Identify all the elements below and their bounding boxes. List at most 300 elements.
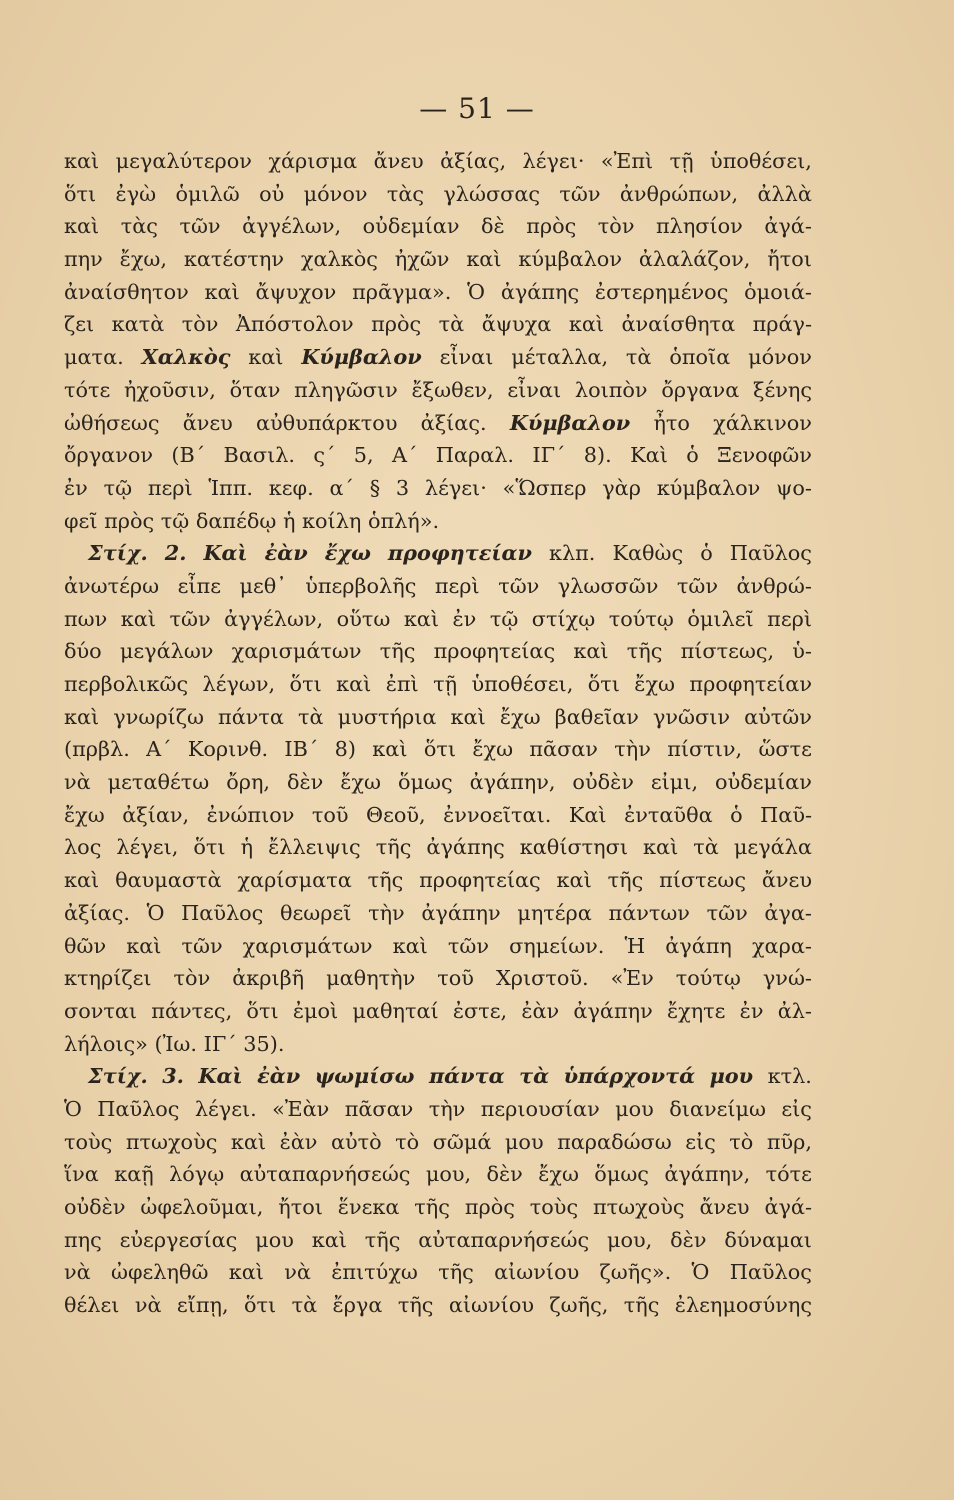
word: χαρισμάτων bbox=[242, 933, 373, 958]
word: καὶ bbox=[230, 1129, 267, 1154]
word: Παῦλος bbox=[729, 541, 812, 566]
word: οὐδεμίαν bbox=[362, 214, 460, 239]
word: παραδώσω bbox=[557, 1129, 672, 1154]
word: τοῦ bbox=[437, 966, 474, 991]
text-line bbox=[64, 962, 812, 995]
word: μου bbox=[504, 1129, 544, 1154]
text-line bbox=[64, 1060, 812, 1093]
word: εἶπε bbox=[177, 573, 221, 598]
word: ἐνταῦθα bbox=[624, 802, 713, 827]
word: τοὺς bbox=[529, 1195, 579, 1219]
text-line bbox=[64, 341, 812, 374]
word: πίστεως, bbox=[680, 639, 775, 664]
word: ματα. bbox=[64, 345, 124, 370]
word: τὸν bbox=[173, 966, 211, 991]
text-line bbox=[64, 374, 812, 407]
word: μόνον bbox=[303, 181, 368, 206]
word: ς΄ bbox=[313, 443, 336, 468]
word: ἄνευ bbox=[699, 1195, 750, 1219]
word: ἀλ- bbox=[777, 998, 812, 1023]
word: ἀνωτέρω bbox=[64, 573, 160, 598]
word: καὶ bbox=[204, 279, 240, 304]
word: τῷ bbox=[103, 475, 133, 500]
word: χάρισμα bbox=[268, 149, 358, 173]
text-line bbox=[64, 766, 812, 799]
word: θέλει bbox=[64, 1293, 120, 1318]
word: ψο- bbox=[776, 475, 812, 500]
text-line bbox=[64, 210, 812, 243]
word: οὐδὲν bbox=[64, 1195, 126, 1219]
word: Ἱππ. bbox=[208, 475, 254, 500]
word: Καὶ bbox=[630, 443, 668, 468]
word: εἴπῃ, bbox=[176, 1293, 229, 1318]
word: χαρίσματα bbox=[237, 868, 352, 893]
word: τὰς bbox=[120, 214, 158, 239]
word: νὰ bbox=[64, 1260, 91, 1285]
word: εὐεργεσίας bbox=[119, 1227, 238, 1252]
word: δύο bbox=[64, 639, 102, 664]
text-line bbox=[64, 1028, 812, 1061]
text-line bbox=[64, 995, 812, 1028]
word: τῶν bbox=[676, 573, 718, 598]
word: ἐν bbox=[739, 998, 764, 1023]
word: κεφ. bbox=[268, 475, 314, 500]
word: καῇ bbox=[114, 1162, 154, 1187]
word: κτηρίζει bbox=[64, 966, 152, 991]
word: δὲν bbox=[286, 770, 324, 795]
word: μεγάλων bbox=[119, 639, 214, 664]
word: πρὸς bbox=[464, 1195, 515, 1219]
word: καὶ bbox=[466, 247, 502, 272]
word: εἶναι bbox=[507, 377, 562, 402]
word: κύμβαλον bbox=[656, 475, 761, 500]
word: μεγαλύτερον bbox=[115, 149, 252, 173]
emphasized-word: ψωμίσω bbox=[314, 1063, 415, 1089]
word: ὁ bbox=[686, 443, 699, 468]
word: μου, bbox=[425, 1162, 472, 1187]
text-line bbox=[64, 276, 812, 309]
word: τῶν bbox=[447, 933, 490, 958]
word: Ξενοφῶν bbox=[717, 443, 812, 468]
body-text bbox=[64, 145, 812, 1322]
word: νὰ bbox=[284, 1260, 311, 1285]
word: γνωρίζω bbox=[113, 704, 204, 729]
word: α΄ bbox=[329, 475, 354, 500]
word: καὶ bbox=[64, 868, 100, 893]
word: οὕτω bbox=[336, 606, 391, 631]
word: ἀναίσθητα bbox=[621, 312, 736, 337]
word: § bbox=[369, 475, 381, 500]
word: ἀξίας. bbox=[64, 900, 130, 925]
emphasized-word: Στίχ. bbox=[88, 1063, 148, 1089]
word: ζωῆς, bbox=[549, 1293, 609, 1318]
word: γλώσσας bbox=[443, 181, 541, 206]
word: ἔχω bbox=[538, 1162, 579, 1187]
word: τῇ bbox=[669, 149, 694, 173]
word: αἰωνίου bbox=[494, 1260, 580, 1285]
word: μου bbox=[255, 1227, 294, 1252]
word: ἤτοι bbox=[767, 247, 812, 272]
word: «Ὥσπερ bbox=[502, 475, 587, 500]
word: ἐγὼ bbox=[115, 181, 157, 206]
word: ὅμως bbox=[397, 770, 453, 795]
word: τὸ bbox=[395, 1129, 420, 1154]
word: καὶ bbox=[126, 933, 162, 958]
word: καὶ bbox=[450, 704, 486, 729]
word: τούτῳ bbox=[608, 606, 674, 631]
word: ἀγάπη bbox=[665, 933, 732, 958]
word: ὁ bbox=[730, 802, 743, 827]
word: τῆς bbox=[364, 1227, 401, 1252]
page-number: — 51 — bbox=[419, 92, 535, 125]
word: ζωῆς». bbox=[599, 1260, 672, 1285]
word: τὰ bbox=[438, 312, 465, 337]
word: Καθὼς bbox=[612, 541, 684, 566]
word: λέγει· bbox=[424, 475, 487, 500]
word: τῶν bbox=[181, 933, 223, 958]
emphasized-word: Χαλκὸς bbox=[141, 344, 231, 370]
word: ἐν bbox=[452, 606, 477, 631]
word: τότε bbox=[765, 1162, 812, 1187]
emphasized-word: μου bbox=[709, 1063, 754, 1089]
word: καὶ bbox=[311, 1227, 347, 1252]
word: ἔχω bbox=[340, 770, 381, 795]
word: ξένης bbox=[752, 377, 812, 402]
word: ὁμιλῶ bbox=[175, 181, 240, 206]
word: τὴν bbox=[428, 1096, 466, 1121]
word: ἔξωθεν, bbox=[411, 377, 494, 402]
word: ἐλεημοσύνης bbox=[674, 1293, 812, 1318]
emphasized-word: ἐὰν bbox=[264, 540, 308, 566]
word: καὶ bbox=[64, 214, 100, 239]
word: χάλκινον bbox=[713, 410, 812, 435]
word: πων bbox=[64, 606, 108, 631]
word: τῆς bbox=[623, 1293, 660, 1318]
text-line bbox=[64, 407, 812, 440]
word: τῆς bbox=[375, 835, 412, 860]
word: τότε bbox=[64, 377, 111, 402]
word: ἐμοὶ bbox=[292, 998, 339, 1023]
word: περιουσίαν bbox=[480, 1096, 600, 1121]
word: 8) bbox=[334, 737, 356, 762]
text-line bbox=[64, 472, 812, 505]
text-line bbox=[64, 178, 812, 211]
text-line bbox=[64, 145, 812, 178]
word: ἔχητε bbox=[666, 998, 726, 1023]
word: εἰς bbox=[781, 1096, 812, 1121]
word: λόγῳ bbox=[169, 1162, 225, 1187]
word: καὶ bbox=[248, 345, 284, 370]
text-line bbox=[64, 308, 812, 341]
word: προφητείας bbox=[433, 639, 556, 664]
word: σονται bbox=[64, 998, 138, 1023]
word: ὄργανα bbox=[661, 377, 740, 402]
word: νὰ bbox=[64, 770, 91, 795]
word: ἀλλὰ bbox=[757, 181, 812, 206]
word: ἐὰν bbox=[279, 1129, 318, 1154]
text-line bbox=[64, 1126, 812, 1159]
word: τῆς bbox=[607, 868, 644, 893]
word: Καὶ bbox=[568, 802, 607, 827]
word: δὲ bbox=[481, 214, 505, 239]
word: τῆς bbox=[397, 1293, 434, 1318]
word: εἰμι, bbox=[650, 770, 699, 795]
emphasized-word: Καὶ bbox=[198, 1063, 243, 1089]
word: (πρβλ. bbox=[64, 737, 130, 762]
text-line bbox=[64, 864, 812, 897]
word: αὐτὸ bbox=[330, 1129, 382, 1154]
word: τὰ bbox=[625, 345, 652, 370]
word: καὶ bbox=[392, 933, 428, 958]
word: δύναμαι bbox=[724, 1227, 812, 1252]
word: μεθ᾽ bbox=[239, 573, 287, 598]
word: ἠχῶν bbox=[394, 247, 450, 272]
text-line bbox=[64, 243, 812, 276]
word: αὐταπαρνήσεώς bbox=[239, 1162, 411, 1187]
text-line bbox=[64, 701, 812, 734]
word: Ἀπόστολον bbox=[235, 312, 354, 337]
word: Κορινθ. bbox=[187, 737, 269, 762]
word: λέγων, bbox=[202, 672, 276, 696]
word: ἄνευ bbox=[182, 410, 233, 435]
emphasized-word: τὰ bbox=[519, 1063, 550, 1089]
emphasized-word: ὑπάρχοντά bbox=[563, 1063, 696, 1089]
emphasized-word: πάντα bbox=[428, 1063, 505, 1089]
word: ὑπερβολῆς bbox=[305, 573, 417, 598]
text-line bbox=[64, 831, 812, 864]
word: ὅμως bbox=[594, 1162, 649, 1187]
word: θαυμαστὰ bbox=[115, 868, 222, 893]
text-line bbox=[64, 668, 812, 701]
word: μόνον bbox=[748, 345, 812, 370]
word: λέγει, bbox=[116, 835, 179, 860]
word: μου, bbox=[606, 1227, 653, 1252]
word: τοῦ bbox=[311, 802, 349, 827]
word: καὶ bbox=[643, 835, 679, 860]
word: ἀγα- bbox=[764, 900, 812, 925]
word: τὸν bbox=[181, 312, 219, 337]
word: κτλ. bbox=[767, 1064, 812, 1089]
word: τῶν bbox=[559, 181, 601, 206]
word: ἔχω, bbox=[119, 247, 167, 272]
text-line bbox=[64, 733, 812, 766]
word: τὰ bbox=[291, 1293, 318, 1318]
text-line bbox=[64, 1158, 812, 1191]
word: ὠθήσεως bbox=[64, 410, 160, 435]
word: ἐὰν bbox=[521, 998, 560, 1023]
word: πην bbox=[64, 247, 103, 272]
word: νὰ bbox=[134, 1293, 162, 1318]
word: χαρισμάτων bbox=[231, 639, 362, 664]
word: 8). bbox=[583, 443, 612, 468]
word: Α΄ bbox=[146, 737, 172, 762]
text-line bbox=[64, 1093, 812, 1126]
emphasized-word: Κύμβαλον bbox=[301, 344, 422, 370]
word: καὶ bbox=[228, 1260, 264, 1285]
word: καὶ bbox=[336, 672, 372, 696]
word: ἔχω bbox=[472, 737, 514, 762]
text-line bbox=[64, 570, 812, 603]
word: ἀνθρώπων, bbox=[619, 181, 739, 206]
word: λος bbox=[64, 835, 102, 860]
word: τῶν bbox=[169, 606, 211, 631]
word: ὥστε bbox=[758, 737, 812, 762]
word: ἄψυχον bbox=[255, 279, 337, 304]
word: δὲν bbox=[670, 1227, 707, 1252]
word: Ὁ bbox=[467, 279, 486, 304]
word: καὶ bbox=[372, 737, 408, 762]
word: πᾶσαν bbox=[529, 737, 598, 762]
word: ἀκριβῆ bbox=[232, 966, 305, 991]
word: ἀξίας, bbox=[440, 149, 507, 173]
emphasized-word: Καὶ bbox=[203, 540, 248, 566]
word: περὶ bbox=[767, 606, 812, 631]
word: καὶ bbox=[573, 639, 609, 664]
word: Ἡ bbox=[624, 933, 646, 958]
word: μαθητὴν bbox=[326, 966, 416, 991]
word: Α΄ bbox=[392, 443, 418, 468]
word: ἤτοι bbox=[278, 1195, 323, 1219]
word: ἀξίαν, bbox=[122, 802, 190, 827]
word: ἐν bbox=[64, 475, 88, 500]
word: τῶν bbox=[498, 573, 540, 598]
word: οὐδὲν bbox=[572, 770, 634, 795]
word: ἀλαλάζον, bbox=[638, 247, 751, 272]
word: ὅτι bbox=[246, 998, 279, 1023]
word: πρὸς bbox=[526, 214, 577, 239]
word: κλπ. bbox=[548, 541, 596, 566]
word: σημείων. bbox=[509, 933, 605, 958]
word: πίστεως bbox=[659, 868, 746, 893]
word: εἶναι bbox=[439, 345, 494, 370]
text-line bbox=[64, 897, 812, 930]
word: πίστιν, bbox=[667, 737, 743, 762]
word: τοὺς bbox=[64, 1129, 113, 1154]
word: οὐ bbox=[259, 181, 285, 206]
word: ἀγάπην, bbox=[469, 770, 556, 795]
emphasized-word: Κύμβαλον bbox=[509, 409, 631, 435]
word: Παῦ- bbox=[760, 802, 812, 827]
word: ὅταν bbox=[229, 377, 281, 402]
word: τὴν bbox=[368, 900, 405, 925]
text-line bbox=[64, 537, 812, 570]
word: ἐστε, bbox=[452, 998, 508, 1023]
word: καὶ bbox=[120, 606, 156, 631]
word: γνώ- bbox=[762, 966, 812, 991]
word: τὸν bbox=[597, 214, 635, 239]
word: δὲν bbox=[486, 1162, 523, 1187]
word: πράγ- bbox=[752, 312, 812, 337]
word: ἄνευ bbox=[373, 149, 424, 173]
word: ὁ bbox=[700, 541, 713, 566]
word: κύμβαλον bbox=[518, 247, 622, 272]
word: οὐδεμίαν bbox=[715, 770, 812, 795]
word: πλησίον bbox=[655, 214, 743, 239]
word: ΙΓ΄ bbox=[532, 443, 566, 468]
word: μέταλλα, bbox=[511, 345, 609, 370]
word: «Ἐὰν bbox=[272, 1096, 330, 1121]
word: αὐθυπάρκτου bbox=[256, 410, 398, 435]
word: Ὁ bbox=[691, 1260, 710, 1285]
word: μητέρα bbox=[517, 900, 592, 925]
word: στίχῳ bbox=[531, 606, 596, 631]
word: τῆς bbox=[379, 639, 416, 664]
word: ἔχω bbox=[634, 672, 676, 696]
word: Παῦλος bbox=[181, 900, 264, 925]
word: λέγει· bbox=[522, 149, 585, 173]
word: πᾶσαν bbox=[344, 1096, 414, 1121]
word: καθίστησι bbox=[519, 835, 628, 860]
word: προφητείας bbox=[419, 868, 541, 893]
word: 5, bbox=[353, 443, 374, 468]
word: ΙΒ΄ bbox=[284, 737, 319, 762]
word: ἐννοεῖται. bbox=[443, 802, 552, 827]
word: θεωρεῖ bbox=[280, 900, 352, 925]
word: προφητείαν bbox=[689, 672, 812, 696]
word: Βασιλ. bbox=[223, 443, 296, 468]
word: κατέστην bbox=[183, 247, 285, 272]
word: ἀνθρώ- bbox=[736, 573, 812, 598]
word: ὑποθέσει, bbox=[710, 149, 812, 173]
word: ὁποῖα bbox=[669, 345, 731, 370]
word: ὅτι bbox=[193, 835, 226, 860]
word: τῆς bbox=[367, 868, 404, 893]
word: Ὁ bbox=[146, 900, 165, 925]
word: χαρα- bbox=[751, 933, 812, 958]
word: ἀγάπης bbox=[500, 279, 580, 304]
word: καὶ bbox=[556, 868, 592, 893]
emphasized-word: προφητείαν bbox=[387, 540, 532, 566]
word: Ὁ bbox=[64, 1096, 82, 1121]
word: ὅτι bbox=[423, 737, 456, 762]
word: ἀναίσθητον bbox=[64, 279, 189, 304]
text-line bbox=[64, 1191, 812, 1224]
word: περὶ bbox=[434, 573, 480, 598]
word: αὐταπαρνήσεώς bbox=[418, 1227, 590, 1252]
word: τῆς bbox=[414, 1195, 450, 1219]
word: θῶν bbox=[64, 933, 107, 958]
word: ἀγγέλων, bbox=[242, 214, 342, 239]
word: «Ἐν bbox=[610, 966, 654, 991]
word: λέγει. bbox=[194, 1096, 257, 1121]
word: τῇ bbox=[433, 672, 458, 696]
word: «Ἐπὶ bbox=[600, 149, 654, 173]
word: ὅτι bbox=[243, 1293, 277, 1318]
word: πῦρ, bbox=[766, 1129, 812, 1154]
word: μου bbox=[615, 1096, 654, 1121]
word: πάντα bbox=[218, 704, 284, 729]
word: πρὸς bbox=[371, 312, 422, 337]
word: ἀγάπης bbox=[426, 835, 505, 860]
word: ὄργανον bbox=[64, 443, 154, 468]
word: ὅτι bbox=[587, 672, 620, 696]
word: τὰς bbox=[386, 181, 425, 206]
word: πάντων bbox=[608, 900, 690, 925]
word: γνῶσιν bbox=[652, 704, 730, 729]
word: φεῖ πρὸς τῷ δαπέδῳ ἡ κοίλη ὁπλή». bbox=[64, 508, 440, 533]
word: ὅτι bbox=[64, 181, 97, 206]
emphasized-word: ἔχω bbox=[324, 540, 371, 566]
word: ἄψυχα bbox=[481, 312, 552, 337]
word: τῶν bbox=[706, 900, 748, 925]
word: τὴν bbox=[614, 737, 651, 762]
word: ἐπιτύχω bbox=[331, 1260, 418, 1285]
word: τῆς bbox=[438, 1260, 474, 1285]
word: καὶ bbox=[403, 606, 440, 631]
word: αὐτῶν bbox=[744, 704, 812, 729]
word: περβολικῶς bbox=[64, 672, 189, 696]
word: πάντες, bbox=[151, 998, 233, 1023]
